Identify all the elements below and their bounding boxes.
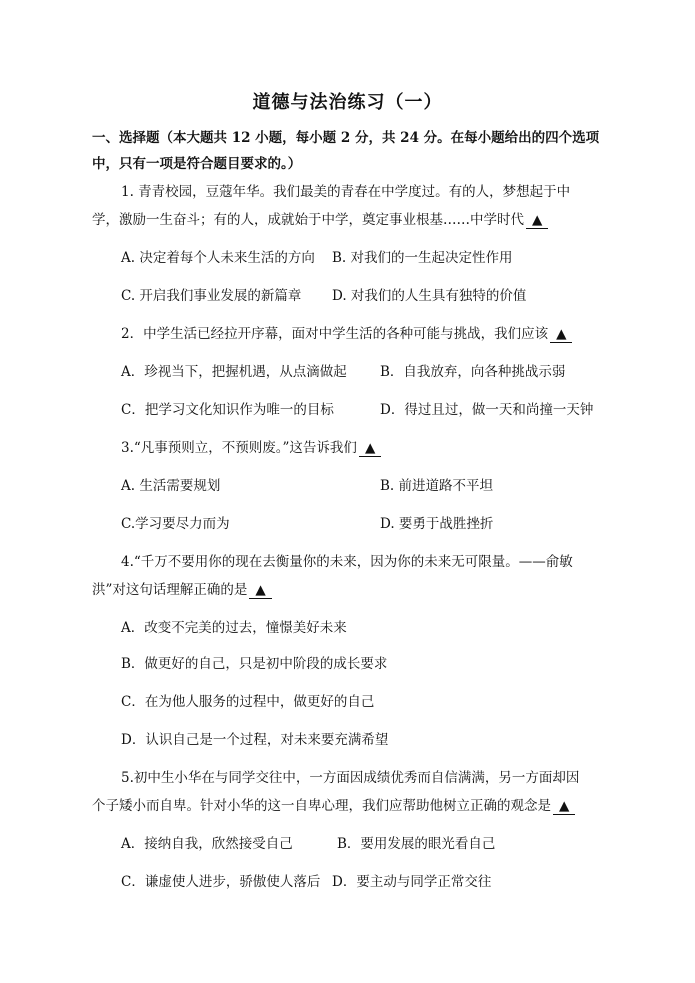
question-3-stem-line-1 bbox=[121, 438, 381, 458]
answer-blank bbox=[550, 326, 572, 343]
triangle-mark-icon: ▲ bbox=[556, 326, 567, 342]
question-4-option-c: C．在为他人服务的过程中，做更好的自己 bbox=[121, 694, 375, 710]
section-header-line-2: 中，只有一项是符合题目要求的。） bbox=[92, 156, 302, 172]
question-5-option-d: D．要主动与同学正常交往 bbox=[332, 874, 492, 890]
triangle-mark-icon: ▲ bbox=[364, 440, 376, 456]
page-title: 道德与法治练习（一） bbox=[252, 92, 443, 113]
triangle-mark-icon: ▲ bbox=[255, 582, 266, 598]
question-1-option-c: C. 开启我们事业发展的新篇章 bbox=[121, 288, 302, 304]
question-4-stem-text: 洪”对这句话理解正确的是 bbox=[92, 582, 248, 598]
answer-blank bbox=[359, 440, 381, 457]
question-1-option-d: D. 对我们的人生具有独特的价值 bbox=[332, 288, 527, 304]
question-5-stem-line-1: 5.初中生小华在与同学交往中，一方面因成绩优秀而自信满满，另一方面却因 bbox=[121, 770, 580, 786]
triangle-mark-icon: ▲ bbox=[559, 798, 570, 814]
question-1-stem-line-1: 1. 青青校园，豆蔻年华。我们最美的青春在中学度过。有的人，梦想起于中 bbox=[121, 184, 571, 200]
question-2-option-d: D．得过且过，做一天和尚撞一天钟 bbox=[380, 402, 594, 418]
answer-blank bbox=[553, 798, 575, 815]
question-4-option-a: A．改变不完美的过去，憧憬美好未来 bbox=[121, 620, 347, 636]
question-3-option-a: A. 生活需要规划 bbox=[121, 478, 221, 494]
question-1-stem-line-2 bbox=[92, 210, 548, 230]
question-1-option-b: B. 对我们的一生起决定性作用 bbox=[332, 250, 513, 266]
answer-blank bbox=[526, 212, 548, 229]
question-1-option-a: A. 决定着每个人未来生活的方向 bbox=[121, 250, 315, 266]
question-5-stem-line-2 bbox=[92, 796, 575, 816]
question-5-option-a: A．接纳自我，欣然接受自己 bbox=[121, 836, 293, 852]
question-3-option-b: B. 前进道路不平坦 bbox=[380, 478, 494, 494]
question-4-stem-line-2 bbox=[92, 580, 272, 600]
answer-blank bbox=[249, 582, 271, 599]
question-2-stem-text: 2．中学生活已经拉开序幕，面对中学生活的各种可能与挑战，我们应该 bbox=[121, 326, 549, 342]
question-1-stem-text: 学，激励一生奋斗；有的人，成就始于中学，奠定事业根基……中学时代 bbox=[92, 212, 524, 228]
question-5-stem-text: 个子矮小而自卑。针对小华的这一自卑心理，我们应帮助他树立正确的观念是 bbox=[92, 798, 551, 814]
question-2-option-a: A．珍视当下，把握机遇，从点滴做起 bbox=[121, 364, 347, 380]
question-2-option-c: C．把学习文化知识作为唯一的目标 bbox=[121, 402, 334, 418]
section-header-line-1: 一、选择题（本大题共 12 小题，每小题 2 分，共 24 分。在每小题给出的四个选项 bbox=[92, 130, 600, 146]
question-3-stem-text: 3.“凡事预则立，不预则废。”这告诉我们 bbox=[121, 440, 357, 456]
question-2-option-b: B．自我放弃，向各种挑战示弱 bbox=[380, 364, 566, 380]
question-3-option-d: D. 要勇于战胜挫折 bbox=[380, 516, 494, 532]
triangle-mark-icon: ▲ bbox=[532, 212, 543, 228]
question-4-option-d: D．认识自己是一个过程，对未来要充满希望 bbox=[121, 732, 389, 748]
question-3-option-c: C.学习要尽力而为 bbox=[121, 516, 230, 532]
question-2-stem-line-1 bbox=[121, 324, 572, 344]
question-4-option-b: B．做更好的自己，只是初中阶段的成长要求 bbox=[121, 656, 388, 672]
question-5-option-c: C．谦虚使人进步，骄傲使人落后 bbox=[121, 874, 321, 890]
question-4-stem-line-1: 4.“千万不要用你的现在去衡量你的未来，因为你的未来无可限量。——俞敏 bbox=[121, 554, 573, 570]
question-5-option-b: B．要用发展的眼光看自己 bbox=[337, 836, 496, 852]
